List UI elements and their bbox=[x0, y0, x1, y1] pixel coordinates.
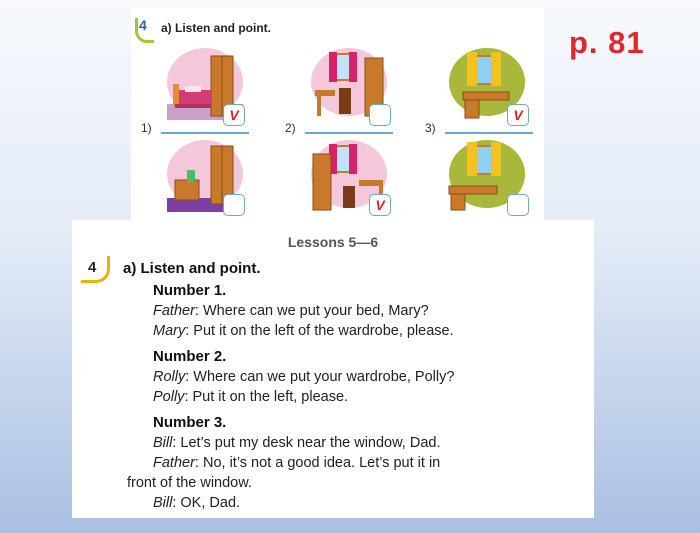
dialogue-line bbox=[153, 435, 440, 451]
section-heading: Number 2. bbox=[153, 348, 227, 365]
speaker: Mary bbox=[153, 323, 186, 339]
page-reference: p. 81 bbox=[569, 25, 645, 60]
dialogue-line bbox=[153, 369, 454, 385]
section-heading: Number 1. bbox=[153, 282, 227, 299]
utterance: : Where can we put your wardrobe, Polly? bbox=[185, 369, 455, 385]
utterance: : Put it on the left, please. bbox=[184, 389, 349, 405]
dialogue-line bbox=[153, 303, 429, 319]
exercise-title: a) Listen and point. bbox=[161, 21, 271, 35]
item-number-3: 3) bbox=[425, 121, 436, 135]
dialogue-line-continuation bbox=[127, 475, 252, 491]
utterance: : Where can we put your bed, Mary? bbox=[194, 303, 429, 319]
picture-exercise-panel bbox=[131, 8, 544, 222]
dialogue-line bbox=[153, 495, 240, 511]
speaker: Polly bbox=[153, 389, 185, 405]
utterance: : OK, Dad. bbox=[172, 495, 241, 511]
tick-box-3-top[interactable]: V bbox=[507, 104, 529, 126]
speaker: Father bbox=[153, 303, 195, 319]
speaker: Rolly bbox=[153, 369, 186, 385]
exercise-number: 4 bbox=[88, 259, 97, 276]
tick-box-1-top[interactable]: V bbox=[223, 104, 245, 126]
dialogue-line bbox=[153, 323, 454, 339]
item-2-divider bbox=[305, 132, 393, 134]
tick-box-2-bottom[interactable]: V bbox=[369, 194, 391, 216]
exercise-number: 4 bbox=[139, 17, 147, 33]
dialogue-line bbox=[153, 455, 440, 471]
tick-box-3-bottom[interactable] bbox=[507, 194, 529, 216]
utterance: : No, it’s not a good idea. Let’s put it in bbox=[194, 455, 441, 471]
item-number-1: 1) bbox=[141, 121, 152, 135]
item-3-divider bbox=[445, 132, 533, 134]
speaker: Father bbox=[153, 455, 195, 471]
utterance: front of the window. bbox=[127, 475, 252, 491]
item-number-2: 2) bbox=[285, 121, 296, 135]
speaker: Bill bbox=[153, 435, 173, 451]
section-heading: Number 3. bbox=[153, 414, 227, 431]
speaker: Bill bbox=[153, 495, 173, 511]
transcript-panel bbox=[72, 220, 594, 518]
tick-box-2-top[interactable] bbox=[369, 104, 391, 126]
item-1-divider bbox=[161, 132, 249, 134]
tick-box-1-bottom[interactable] bbox=[223, 194, 245, 216]
exercise-title: a) Listen and point. bbox=[123, 260, 261, 277]
utterance: : Let’s put my desk near the window, Dad. bbox=[172, 435, 441, 451]
utterance: : Put it on the left of the wardrobe, please. bbox=[185, 323, 454, 339]
lessons-heading: Lessons 5—6 bbox=[287, 234, 379, 250]
dialogue-line bbox=[153, 389, 348, 405]
